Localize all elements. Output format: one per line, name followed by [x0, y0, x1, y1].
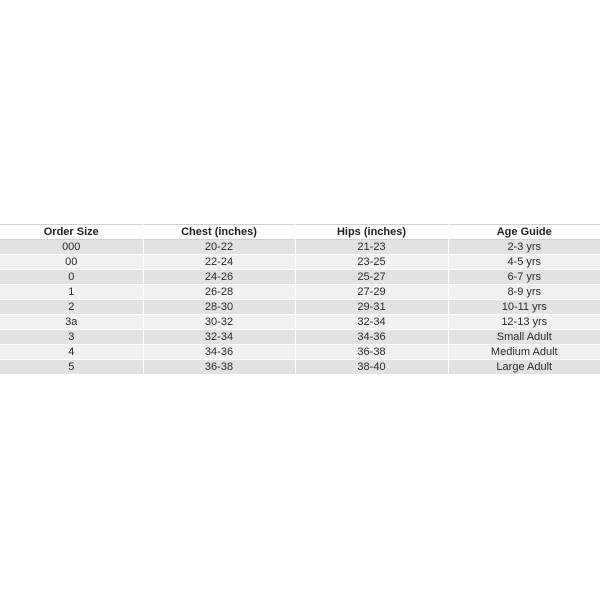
- cell-chest: 20-22: [143, 240, 295, 255]
- cell-hips: 38-40: [295, 360, 448, 375]
- table-row: [0, 300, 600, 315]
- cell-chest: 28-30: [143, 300, 295, 315]
- cell-order-size: 00: [65, 256, 78, 268]
- cell-chest: 34-36: [143, 345, 295, 360]
- cell-hips: 32-34: [295, 315, 448, 330]
- table-row: [0, 270, 600, 285]
- cell-order-size: 3: [68, 331, 75, 343]
- header-age-guide: Age Guide: [448, 225, 600, 240]
- cell-chest: 26-28: [143, 285, 295, 300]
- cell-order-size: 3a: [65, 316, 78, 328]
- cell-hips: 36-38: [295, 345, 448, 360]
- cell-hips: 23-25: [295, 255, 448, 270]
- cell-age-guide: Medium Adult: [448, 345, 600, 360]
- cell-age-guide: Small Adult: [448, 330, 600, 345]
- cell-order-size: 5: [68, 361, 75, 373]
- cell-order-size: 0: [68, 271, 75, 283]
- header-order-size: Order Size: [0, 225, 143, 240]
- cell-hips: 21-23: [295, 240, 448, 255]
- cell-age-guide: Large Adult: [448, 360, 600, 375]
- table-row: [0, 330, 600, 345]
- header-chest: Chest (inches): [143, 225, 295, 240]
- cell-age-guide: 8-9 yrs: [448, 285, 600, 300]
- size-chart-table: [0, 224, 600, 375]
- cell-age-guide: 6-7 yrs: [448, 270, 600, 285]
- cell-age-guide: 10-11 yrs: [448, 300, 600, 315]
- cell-order-size: 2: [68, 301, 75, 313]
- cell-hips: 34-36: [295, 330, 448, 345]
- cell-order-size: 1: [68, 286, 75, 298]
- table-row: [0, 315, 600, 330]
- cell-age-guide: 12-13 yrs: [448, 315, 600, 330]
- cell-chest: 36-38: [143, 360, 295, 375]
- cell-order-size: 000: [62, 241, 81, 253]
- cell-chest: 32-34: [143, 330, 295, 345]
- header-hips: Hips (inches): [295, 225, 448, 240]
- cell-chest: 22-24: [143, 255, 295, 270]
- table-row: [0, 255, 600, 270]
- table-row: [0, 240, 600, 255]
- cell-chest: 30-32: [143, 315, 295, 330]
- table-row: [0, 285, 600, 300]
- cell-hips: 27-29: [295, 285, 448, 300]
- cell-age-guide: 4-5 yrs: [448, 255, 600, 270]
- cell-hips: 25-27: [295, 270, 448, 285]
- cell-hips: 29-31: [295, 300, 448, 315]
- table-row: [0, 360, 600, 375]
- cell-age-guide: 2-3 yrs: [448, 240, 600, 255]
- cell-order-size: 4: [68, 346, 75, 358]
- cell-chest: 24-26: [143, 270, 295, 285]
- header-row: [0, 225, 600, 240]
- table-row: [0, 345, 600, 360]
